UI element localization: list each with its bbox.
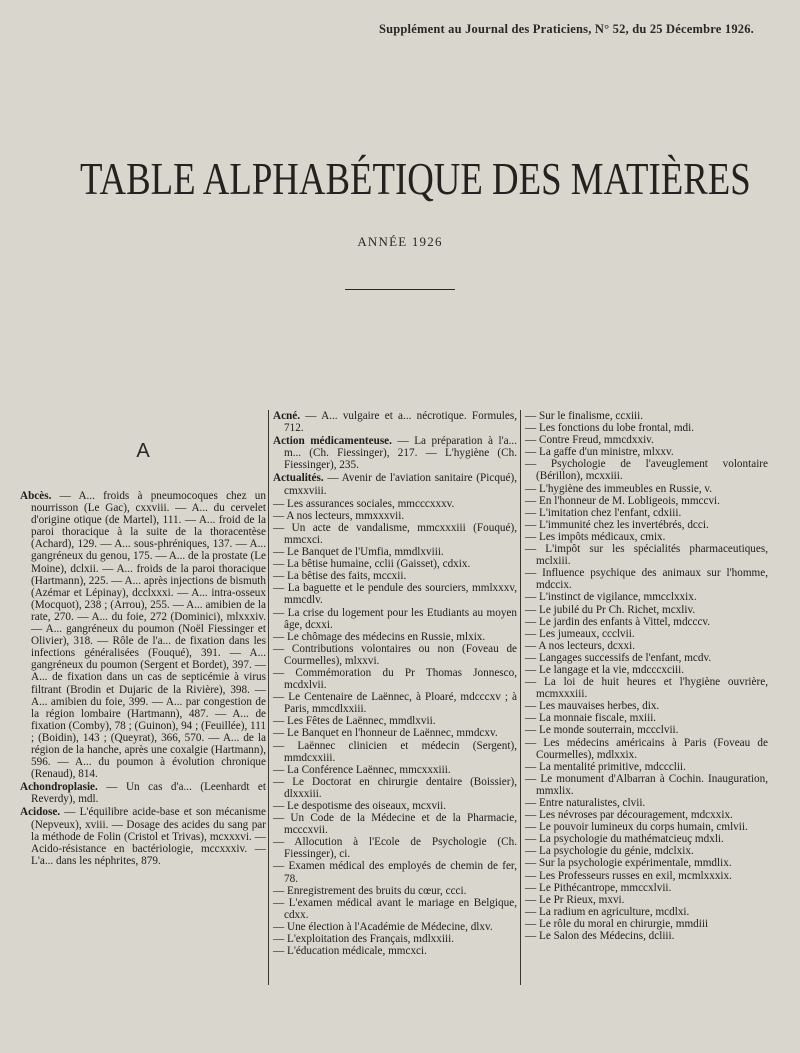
index-subentry: — Le jubilé du Pr Ch. Richet, mcxliv. [525,603,696,616]
index-subentry: — La Conférence Laënnec, mmcxxxiii. [273,763,451,776]
actualites-subentries-continued [525,410,768,942]
page-title: TABLE ALPHABÉTIQUE DES MATIÈRES [80,153,751,204]
index-subentry: — Les mauvaises herbes, dix. [525,700,660,713]
index-subentry: — Le Banquet de l'Umfia, mmdlxviii. [273,546,444,559]
index-subentry: — L'instinct de vigilance, mmcclxxix. [525,591,697,604]
index-subentry: — Influence psychique des animaux sur l'homme, mdccix. [525,567,768,592]
index-subentry: — Le Banquet en l'honneur de Laënnec, mmdcxv. [273,727,498,740]
index-subentry: — L'impôt sur les spécialités pharmaceutiques, mclxiii. [525,543,768,568]
column-divider-1 [268,410,269,985]
index-entry [273,472,517,496]
entry-text: — L'équilibre acide-base et son mécanisme (Nepveux), xviii. — Dosage des acides du sang par la méthode de Folin (Cristol et Trivas), mcxxxvi. — Acido-résistance en bactériologie, mccxxxiv. — L'a... dans les néphrites, 879. [31,806,266,867]
entry-heading: Acné. [273,410,301,422]
index-subentry: — Commémoration du Pr Thomas Jonnesco, mcdxlvii. [273,666,517,692]
index-subentry: — Le jardin des enfants à Vittel, mdcccv. [525,615,711,628]
index-subentry: — Un acte de vandalisme, mmcxxxiii (Fouqué), mmcxci. [273,521,517,546]
index-subentry: — A nos lecteurs, dcxxi. [525,639,635,652]
index-subentry: — Le monument d'Albarran à Cochin. Inauguration, mmxlix. [525,772,768,797]
index-subentry: — Les Fêtes de Laënnec, mmdlxvii. [273,715,436,728]
index-subentry: — Le langage et la vie, mdcccxciii. [525,663,685,676]
index-subentry: — Un Code de la Médecine et de la Pharmacie, mcccxvii. [273,812,517,837]
index-subentry: — A nos lecteurs, mmxxxvii. [273,509,405,522]
index-subentry: — Le monde souterrain, mccclvii. [525,724,679,737]
index-subentry: — Contributions volontaires ou non (Foveau de Courmelles), mlxxvi. [273,642,517,667]
index-column-1 [20,490,266,868]
index-subentry: — Le Doctorat en chirurgie dentaire (Boissier), dlxxxiii. [273,775,517,800]
index-subentry: — L'examen médical avant le mariage en Belgique, cdxx. [273,896,517,921]
index-subentry: — Allocution à l'Ecole de Psychologie (Ch. Fiessinger), ci. [273,836,517,861]
index-subentry: — Une élection à l'Académie de Médecine, dlxv. [273,920,493,933]
index-subentry: — Les névroses par découragement, mdcxxix. [525,809,733,822]
index-subentry: — Entre naturalistes, clvii. [525,797,646,809]
index-subentry: — Sur le finalisme, ccxiii. [525,410,644,422]
title-divider [345,289,455,290]
index-subentry: — Les impôts médicaux, cmix. [525,530,666,543]
entry-heading: Acidose. [20,806,61,819]
index-entry [20,490,266,780]
index-subentry: — L'éducation médicale, mmcxci. [273,945,427,958]
index-entry [20,806,266,866]
index-subentry: — La bêtise humaine, cclii (Gaisset), cdxix. [273,558,471,571]
index-subentry: — Psychologie de l'aveuglement volontaire (Bérillon), mcxxiii. [525,458,768,483]
index-subentry: — La psychologie du génie, mdclxix. [525,845,694,858]
index-entry [273,435,517,471]
index-subentry: — La baguette et le pendule des sourciers, mmlxxxv, mmcdlv. [273,582,517,607]
index-subentry: — La mentalité primitive, mdccclii. [525,760,686,773]
index-subentry: — Le Pithécantrope, mmccxlvii. [525,881,672,894]
index-subentry: — Le Pr Rieux, mxvi. [525,893,625,906]
index-entry [20,781,266,805]
index-subentry: — En l'honneur de M. Lobligeois, mmccvi. [525,494,720,507]
index-column-3 [525,410,768,942]
index-subentry: — La bêtise des faits, mccxii. [273,570,407,583]
index-subentry: — L'immunité chez les invertébrés, dcci. [525,518,709,531]
entry-text: — A... froids à pneumocoques chez un nourrisson (Le Gac), cxxviii. — A... du cervelet d'origine otique (de Martel), 111. — A... froid de la paroi thoracique à la suite de la thoracentèse (Achard), 129. — A... sous-phréniques, 137. — A... gangréneux du genou, 175. — A... de la prostate (Le Moine), dclxii. — A... froids de la paroi thoracique (Hartmann), 225. — A... après injections de bismuth (Azémar et Lépinay), dcclxxxi. — A... intra-osseux (Mocquot), 238 ; (Arrou), 255. — A... amibien de la rate, 270. — A... du foie, 272 (Dominici), mlxxxiv. — A... gangréneux du poumon (Noël Fiessinger et Olivier), 318. — Rôle de l'a... de fixation dans les infections généralisées (Fouqué), 391. — A... gangréneux du poumon (Sergent et Bordet), 397. — A... de fixation dans un cas de septicémie à virus filtrant (Brodin et Dujaric de la Rivière), 398. — A... amibien du foie, 399. — A... par congestion de la région lombaire (Hartmann), 487. — A... de fixation (Comby), 78 ; (Guinon), 94 ; (Feuillée), 111 ; (Boidin), 143 ; (Queyrat), 366, 570. — A... de la région de la hanche, après une coxalgie (Hartmann), 596. — A... du poumon à évolution chronique (Renaud), 814. [31,490,267,781]
index-subentry: — Les Professeurs russes en exil, mcmlxxxix. [525,869,732,882]
index-subentry: — La radium en agriculture, mcdlxi. [525,905,690,918]
index-subentry: — L'imitation chez l'enfant, cdxiii. [525,506,682,519]
actualites-subentries [273,498,517,958]
section-letter: A [136,440,150,462]
index-subentry: — Le chômage des médecins en Russie, mlxix. [273,630,486,643]
entry-heading: Actualités. [273,472,324,485]
index-subentry: — Le despotisme des oiseaux, mcxvii. [273,800,447,812]
entry-text: — A... vulgaire et a... nécrotique. Formules, 712. [284,410,517,435]
entry-text: — La préparation à l'a... m... (Ch. Fiessinger), 217. — L'hygiène (Ch. Fiessinger), 235. [284,435,518,472]
index-subentry: — Langages successifs de l'enfant, mcdv. [525,651,712,664]
index-subentry: — Sur la psychologie expérimentale, mmdlix. [525,857,732,870]
entry-heading: Abcès. [20,490,52,502]
index-subentry: — La crise du logement pour les Etudiants au moyen âge, dcxxi. [273,606,517,631]
index-subentry: — Enregistrement des bruits du cœur, ccci. [273,884,467,897]
index-subentry: — Le Centenaire de Laënnec, à Ploaré, mdcccxv ; à Paris, mmcdlxxiii. [273,691,517,716]
index-subentry: — Les médecins américains à Paris (Foveau de Courmelles), mdlxxix. [525,736,768,761]
index-subentry: — La psychologie du mathématcieuç mdxli. [525,833,724,846]
index-subentry: — L'hygiène des immeubles en Russie, v. [525,482,713,495]
index-subentry: — Les jumeaux, ccclvii. [525,627,635,640]
entry-heading: Action médicamenteuse. [273,435,392,448]
index-subentry: — La gaffe d'un ministre, mlxxv. [525,446,674,459]
year-subtitle: ANNÉE 1926 [357,234,443,249]
index-subentry: — La monnaie fiscale, mxiii. [525,712,657,725]
index-subentry: — Les fonctions du lobe frontal, mdi. [525,422,695,435]
index-subentry: — Les assurances sociales, mmcccxxxv. [273,497,455,510]
index-subentry: — Laënnec clinicien et médecin (Sergent), mmdcxxiii. [273,739,517,764]
entry-text: — Un cas d'a... (Leenhardt et Reverdy), mdl. [31,781,266,806]
index-column-2 [273,410,517,957]
index-subentry: — Le Salon des Médecins, dcliii. [525,930,675,943]
column-divider-2 [520,410,521,985]
index-subentry: — Contre Freud, mmcdxxiv. [525,434,654,447]
index-subentry: — Le rôle du moral en chirurgie, mmdiii [525,917,709,930]
index-subentry: — Examen médical des employés de chemin de fer, 78. [273,860,517,885]
index-entry [273,410,517,434]
index-subentry: — Le pouvoir lumineux du corps humain, cmlvii. [525,821,748,834]
index-subentry: — La loi de huit heures et l'hygiène ouvrière, mcmxxxiii. [525,676,768,701]
supplement-header: Supplément au Journal des Praticiens, N° 52, du 25 Décembre 1926. [378,22,754,36]
entry-heading: Achondroplasie. [20,781,98,794]
index-subentry: — L'exploitation des Français, mdlxxiii. [273,933,454,946]
entry-text: — Avenir de l'aviation sanitaire (Picqué), cmxxviii. [284,472,517,497]
